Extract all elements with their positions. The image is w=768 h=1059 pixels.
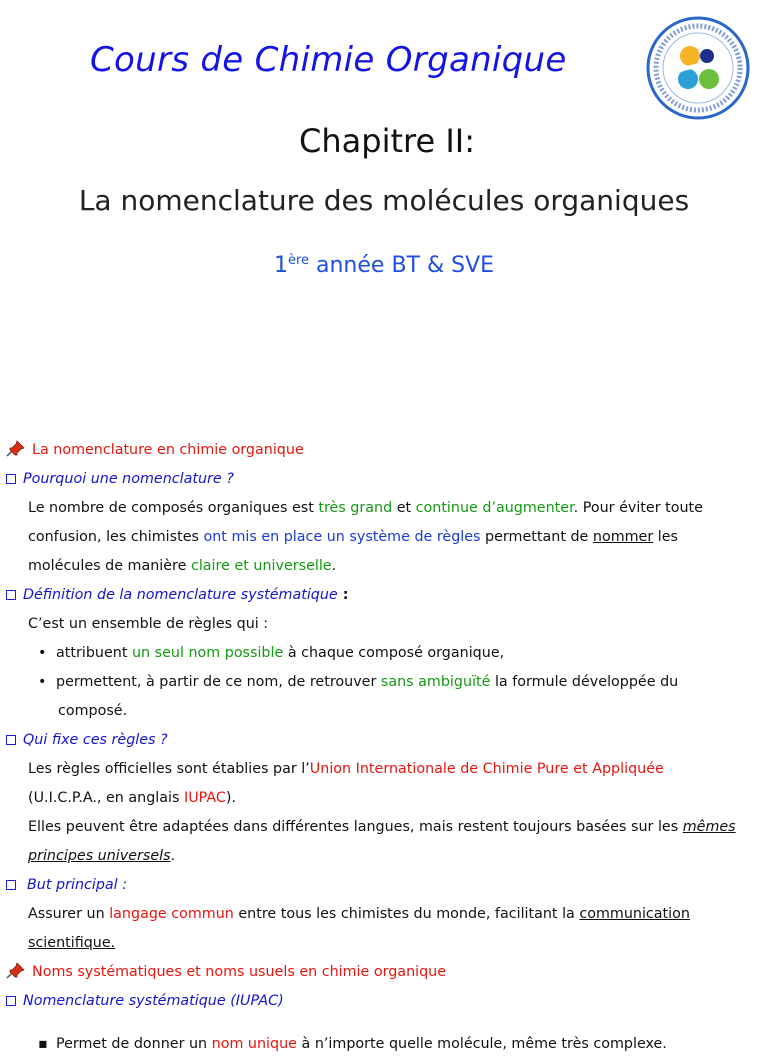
underlined-text: nommer — [592, 529, 654, 545]
section-heading — [6, 958, 766, 987]
paragraph-line — [6, 784, 766, 813]
section-heading — [6, 436, 766, 465]
text: molécules de manière — [28, 558, 191, 574]
highlight-text: langage commun — [109, 906, 234, 922]
text: . — [331, 558, 337, 574]
pushpin-icon — [6, 961, 26, 979]
paragraph-line: C’est un ensemble de règles qui : — [28, 616, 269, 632]
highlight-text: continue d’augmenter — [415, 500, 574, 516]
paragraph-line — [6, 552, 766, 581]
text: Les règles officielles sont établies par l’ — [28, 761, 310, 777]
underlined-text: communication — [579, 906, 690, 922]
highlight-text: ont mis en place un système de règles — [203, 529, 481, 545]
checkbox-bullet-icon — [6, 590, 16, 600]
pushpin-icon — [6, 439, 26, 457]
question-5: Nomenclature systématique (IUPAC) — [23, 993, 284, 1009]
text: et — [392, 500, 416, 516]
checkbox-bullet-icon — [6, 880, 16, 890]
question-heading — [6, 987, 766, 1016]
text: entre tous les chimistes du monde, facilitant la — [233, 906, 580, 922]
chapter-title: Chapitre II: — [299, 122, 475, 160]
chapter-subtitle: La nomenclature des molécules organiques — [78, 184, 690, 217]
highlight-text: très grand — [318, 500, 393, 516]
year-number: 1 — [273, 253, 288, 278]
text: . — [170, 848, 176, 864]
checkbox-bullet-icon — [6, 735, 16, 745]
highlight-text: IUPAC — [183, 790, 226, 806]
highlight-text: un seul nom possible — [131, 645, 284, 661]
section-title-2: Noms systématiques et noms usuels en chimie organique — [32, 964, 447, 980]
question-1: Pourquoi une nomenclature ? — [23, 471, 234, 487]
bullet-continuation: composé. — [58, 703, 128, 719]
bullet-dot-icon: • — [38, 645, 47, 661]
highlight-text: sans ambiguïté — [380, 674, 491, 690]
bullet-item — [6, 1030, 766, 1059]
section-title-1: La nomenclature en chimie organique — [32, 442, 304, 458]
paragraph-line — [6, 523, 766, 552]
question-3: Qui fixe ces règles ? — [23, 732, 168, 748]
bullet-square-icon: ▪ — [38, 1036, 48, 1052]
paragraph-line — [6, 842, 766, 871]
text: attribuent — [56, 645, 132, 661]
text: permettant de — [480, 529, 593, 545]
question-heading — [6, 871, 766, 900]
institution-logo-icon — [646, 16, 750, 120]
paragraph-line — [6, 755, 766, 784]
underlined-text: mêmes — [682, 819, 736, 835]
text: permettent, à partir de ce nom, de retrouver — [56, 674, 381, 690]
highlight-text: Union Internationale de Chimie Pure et Appliquée — [309, 761, 664, 777]
bullet-item — [6, 668, 766, 697]
text: (U.I.C.P.A., en anglais — [28, 790, 184, 806]
question-heading — [6, 726, 766, 755]
year-rest: année BT & SVE — [309, 253, 495, 278]
text: Permet de donner un — [56, 1036, 212, 1052]
paragraph-line — [6, 813, 766, 842]
highlight-text: nom unique — [211, 1036, 297, 1052]
text: Elles peuvent être adaptées dans différentes langues, mais restent toujours basées sur les — [28, 819, 683, 835]
question-2: Définition de la nomenclature systématique — [23, 587, 338, 603]
text: . Pour éviter toute — [573, 500, 703, 516]
text: ). — [225, 790, 237, 806]
document-body — [6, 436, 766, 1059]
year-superscript: ère — [287, 253, 310, 268]
question-4: But principal : — [27, 877, 128, 893]
bullet-item — [6, 639, 766, 668]
highlight-text: claire et universelle — [190, 558, 332, 574]
paragraph-line — [6, 900, 766, 929]
course-title: Cours de Chimie Organique — [90, 40, 567, 80]
underlined-text: principes universels — [28, 848, 171, 864]
paragraph-line — [6, 494, 766, 523]
text: à n’importe quelle molécule, même très complexe. — [296, 1036, 667, 1052]
bullet-dot-icon: • — [38, 674, 47, 690]
text: Le nombre de composés organiques est — [28, 500, 319, 516]
checkbox-bullet-icon — [6, 474, 16, 484]
underlined-text: scientifique. — [28, 935, 116, 951]
text: : — [337, 587, 349, 603]
checkbox-bullet-icon — [6, 996, 16, 1006]
text: la formule développée du — [490, 674, 679, 690]
text: confusion, les chimistes — [28, 529, 204, 545]
question-heading — [6, 581, 766, 610]
question-heading — [6, 465, 766, 494]
text: les — [653, 529, 678, 545]
text: Assurer un — [28, 906, 110, 922]
paragraph-line — [6, 929, 766, 958]
text: à chaque composé organique, — [283, 645, 505, 661]
year-label — [0, 253, 768, 278]
